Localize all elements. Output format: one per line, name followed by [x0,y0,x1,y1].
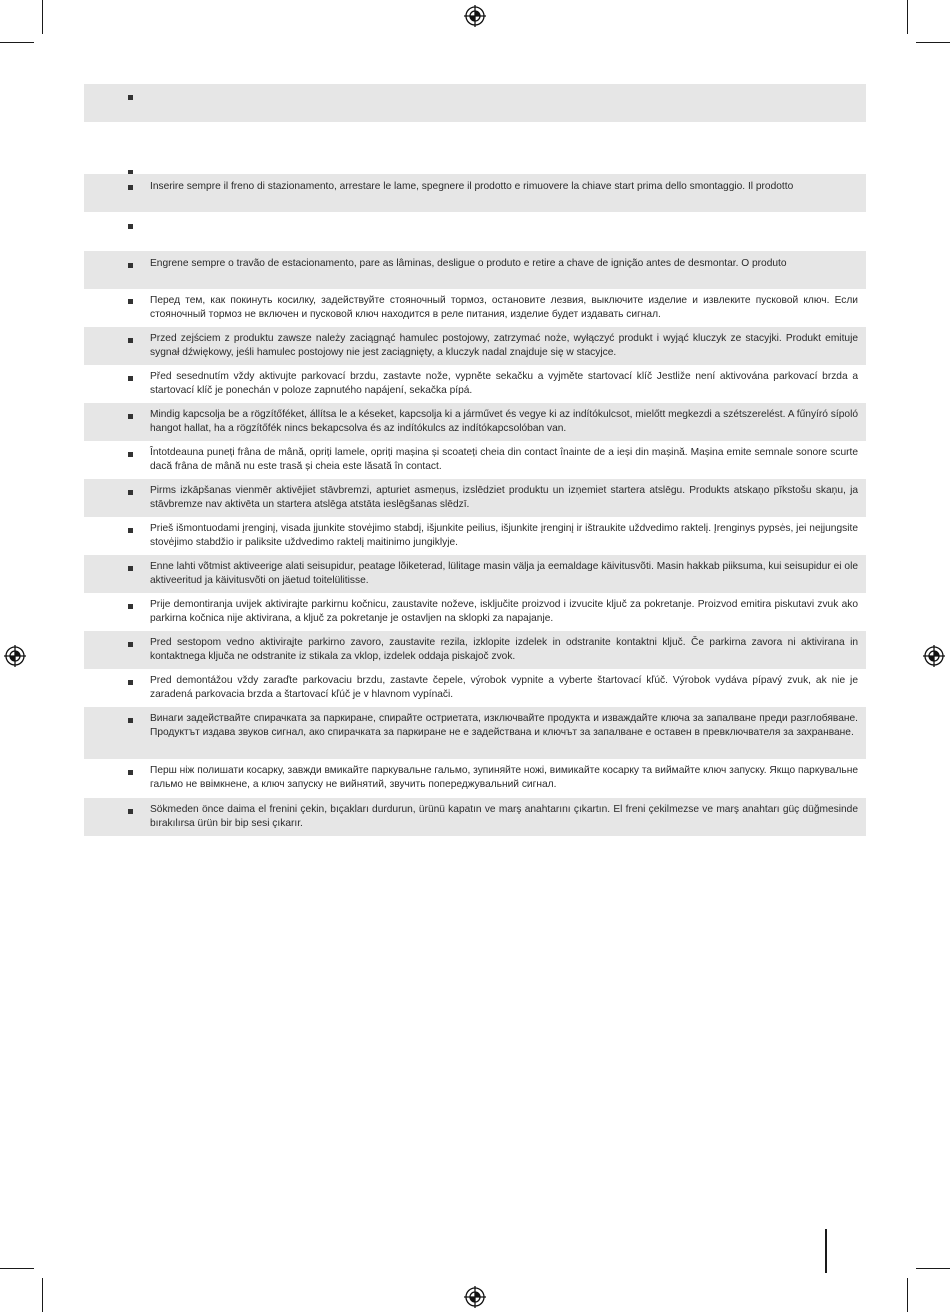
instruction-row [84,479,866,517]
instruction-text: Inserire sempre il freno di stazionamento, arrestare le lame, spegnere il prodotto e rimuovere la chiave start prima dello smontaggio. Il prodotto [150,181,794,192]
crop-mark-top-left-vertical [42,0,43,34]
crop-mark-top-left-horizontal [0,42,34,43]
crop-mark-bottom-left-vertical [42,1278,43,1312]
instruction-row [84,759,866,798]
instruction-row [84,251,866,289]
crop-mark-bottom-left-horizontal [0,1268,34,1269]
square-bullet-icon [128,566,133,571]
square-bullet-icon [128,185,133,190]
instruction-text: Před sesednutím vždy aktivujte parkovací brzdu, zastavte nože, vypněte sekačku a vyjměte startovací klíč Jestliže není aktivována parkovací brzda a startovací klíč je ponechán v poloze zapnutého napájení, sekačka pípá. [150,371,858,396]
square-bullet-icon [128,95,133,100]
instruction-text: Перш ніж полишати косарку, завжди вмикайте паркувальне гальмо, зупиняйте ножі, вимикайте косарку та виймайте ключ запуску. Якщо паркувальне гальмо не ввімкнене, а ключ запуску не вийнятий, звучить попереджувальний сигнал. [150,765,858,790]
square-bullet-icon [128,528,133,533]
registration-mark-icon [4,645,26,667]
instruction-text: Pirms izkāpšanas vienmēr aktivējiet stāvbremzi, apturiet asmeņus, izslēdziet produktu un izņemiet startera atslēgu. Produkts atskaņo pīkstošu skaņu, ja stāvbremze nav aktivēta un startera atslēga atstāta ieslēgšanas slēdzī. [150,485,858,510]
instruction-text: Enne lahti võtmist aktiveerige alati seisupidur, peatage lõiketerad, lülitage masin välja ja eemaldage käivitusvõti. Masin hakkab piiksuma, kui seisupidur ei ole aktiveeritud ja käivitusvõti on jäetud toitelülitisse. [150,561,858,586]
crop-mark-top-right-horizontal [916,42,950,43]
instruction-text [150,212,858,218]
square-bullet-icon [128,642,133,647]
page-edge-bar [825,1229,827,1273]
crop-mark-bottom-right-vertical [907,1278,908,1312]
instruction-row [84,122,866,174]
square-bullet-icon [128,452,133,457]
instruction-text: Перед тем, как покинуть косилку, задействуйте стояночный тормоз, остановите лезвия, выключите изделие и извлеките пусковой ключ. Если стояночный тормоз не включен и пусковой ключ находится в реле питания, изделие будет издавать сигнал. [150,295,858,320]
instruction-text [150,84,858,92]
instruction-row [84,669,866,707]
square-bullet-icon [128,299,133,304]
instruction-text: Mindig kapcsolja be a rögzítőféket, állítsa le a késeket, kapcsolja ki a járművet és vegye ki az indítókulcsot, mielőtt megkezdi a szétszerelést. A fűnyíró sípoló hangot hallat, ha a rögzítőfék nincs bekapcsolva és az indítókulcs az indítókapcsolóban van. [150,409,858,434]
instruction-row [84,517,866,555]
square-bullet-icon [128,490,133,495]
square-bullet-icon [128,338,133,343]
instruction-text: Винаги задействайте спирачката за паркиране, спирайте остриетата, изключвайте продукта и изваждайте ключа за запалване преди разглобяване. Продуктът издава звуков сигнал, ако спирачката за паркиране не е задействана и ключът за запалване е оставен в превключвателя за захранване. [150,713,858,738]
registration-mark-icon [464,1286,486,1308]
instruction-text: Sökmeden önce daima el frenini çekin, bıçakları durdurun, ürünü kapatın ve marş anahtarını çıkartın. El freni çekilmezse ve marş anahtarı güç düğmesinde bırakılırsa ürün bir bip sesi çıkarır. [150,804,858,829]
instruction-text: Prije demontiranja uvijek aktivirajte parkirnu kočnicu, zaustavite noževe, isključite proizvod i izvucite ključ za pokretanje. Proizvod emitira piskutavi zvuk ako parkirna kočnica nije aktivirana, a ključ za pokretanje je ostavljen na sklopki za napajanje. [150,599,858,624]
instruction-text: Pred sestopom vedno aktivirajte parkirno zavoro, zaustavite rezila, izklopite izdelek in odstranite kontaktni ključ. Če parkirna zavora ni aktivirana in kontaktnega ključa ne odstranite iz stikala za vklop, izdelek oddaja piskajoč zvok. [150,637,858,662]
safety-instruction-list [84,84,866,836]
registration-mark-icon [923,645,945,667]
square-bullet-icon [128,809,133,814]
instruction-row [84,798,866,836]
crop-mark-bottom-right-horizontal [916,1268,950,1269]
registration-mark-icon [464,5,486,27]
instruction-row [84,212,866,251]
square-bullet-icon [128,414,133,419]
square-bullet-icon [128,718,133,723]
instruction-text: Întotdeauna puneți frâna de mână, opriți lamele, opriți mașina și scoateți cheia din contact înainte de a ieși din mașină. Mașina emite semnale sonore scurte dacă frâna de mână nu este trasă și cheia este lăsată în contact. [150,447,858,472]
instruction-row [84,403,866,441]
instruction-row [84,365,866,403]
instruction-text: Pred demontážou vždy zaraďte parkovaciu brzdu, zastavte čepele, výrobok vypnite a vyberte štartovací kľúč. Výrobok vydáva pípavý zvuk, ak nie je zaradená parkovacia brzda a štartovací kľúč je v hlavnom vypínači. [150,675,858,700]
instruction-text: Engrene sempre o travão de estacionamento, pare as lâminas, desligue o produto e retire a chave de ignição antes de desmontar. O produto [150,258,787,269]
instruction-row [84,84,866,122]
square-bullet-icon [128,376,133,381]
instruction-row [84,707,866,759]
instruction-text: Przed zejściem z produktu zawsze należy zaciągnąć hamulec postojowy, zatrzymać noże, wyłączyć produkt i wyjąć kluczyk ze stacyjki. Produkt emituje sygnał dźwiękowy, jeśli hamulec postojowy nie jest zaciągnięty, a kluczyk nadal znajduje się w stacyjce. [150,333,858,358]
instruction-text: Prieš išmontuodami įrenginį, visada įjunkite stovėjimo stabdį, išjunkite peilius, išjunkite įrenginį ir ištraukite uždvedimo raktelį. Įrenginys pypsės, jei neįjungsite stovėjimo stabdžio ir paliksite uždvedimo raktelį maitinimo jungiklyje. [150,523,858,548]
square-bullet-icon [128,263,133,268]
instruction-row [84,441,866,479]
instruction-row [84,174,866,212]
crop-mark-top-right-vertical [907,0,908,34]
square-bullet-icon [128,770,133,775]
instruction-row [84,327,866,365]
instruction-row [84,555,866,593]
square-bullet-icon [128,604,133,609]
instruction-text [150,122,858,128]
instruction-row [84,593,866,631]
instruction-row [84,631,866,669]
square-bullet-icon [128,680,133,685]
instruction-row [84,289,866,327]
square-bullet-icon [128,224,133,229]
